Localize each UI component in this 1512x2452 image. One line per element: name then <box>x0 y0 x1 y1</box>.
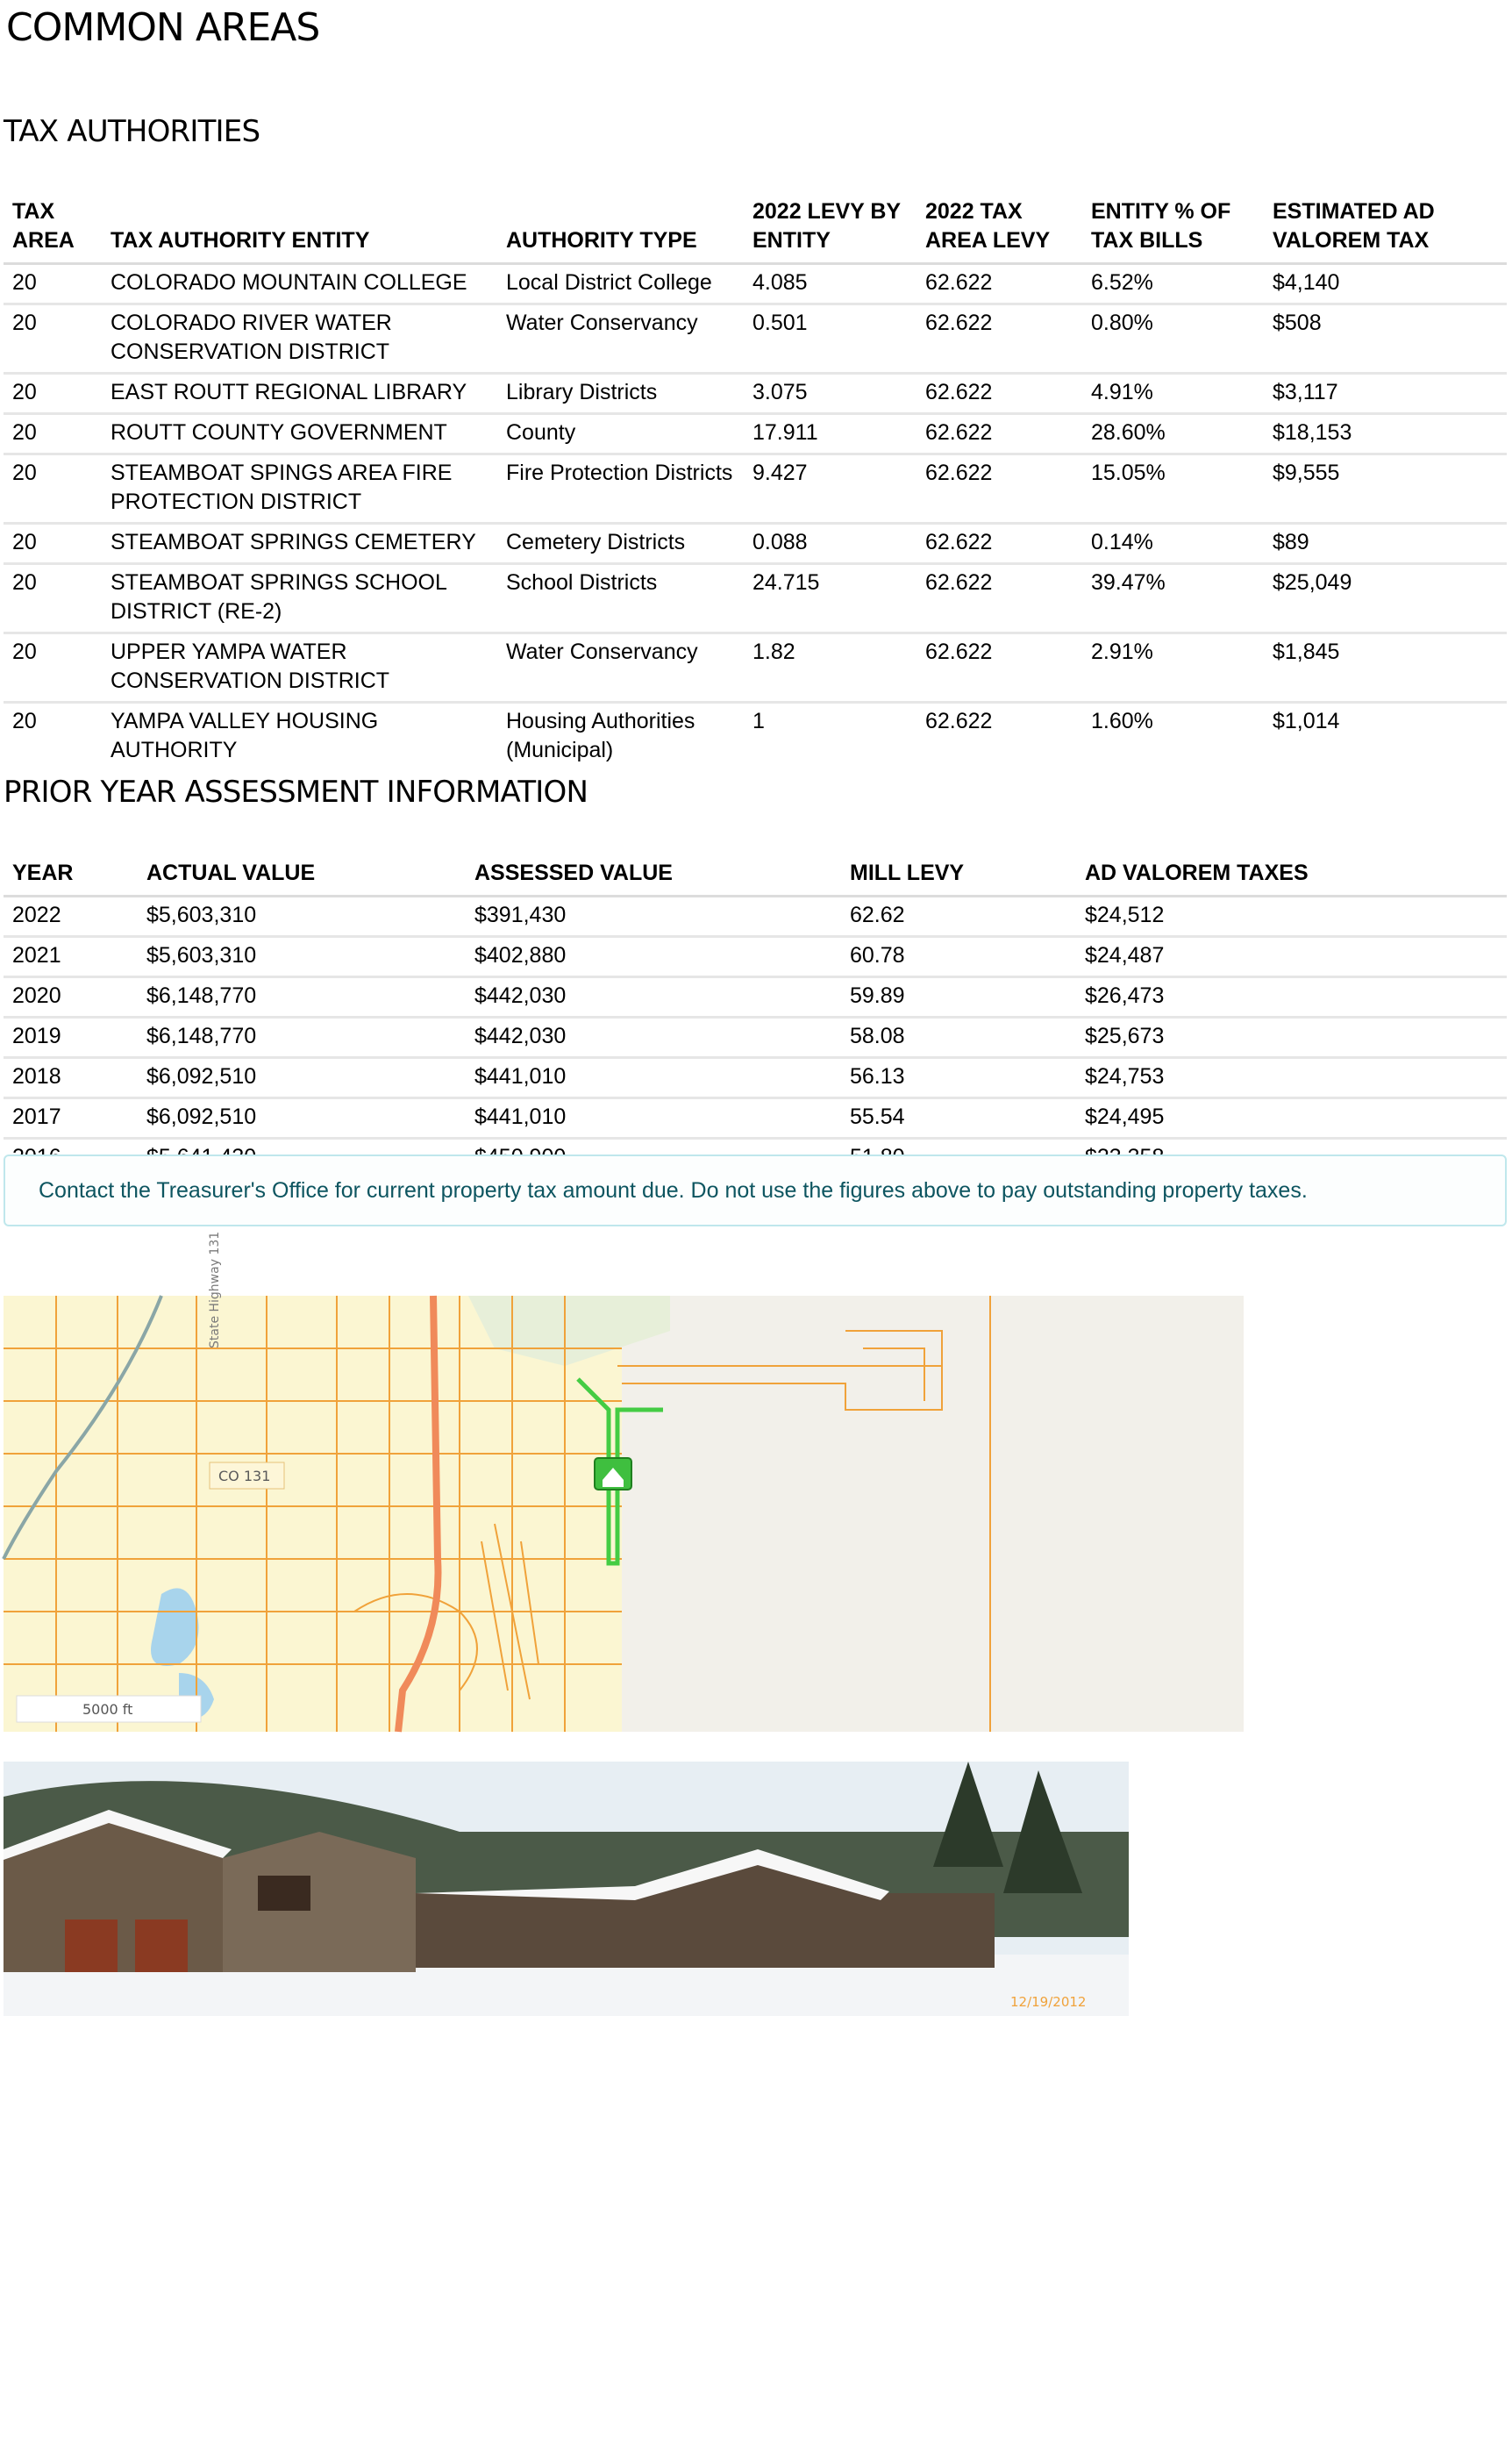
column-header-tax-area: TAX AREA <box>4 197 102 264</box>
column-header-levy-by-entity: 2022 LEVY BY ENTITY <box>744 197 916 264</box>
cell-authority-entity: YAMPA VALLEY HOUSING AUTHORITY <box>111 709 379 762</box>
cell-estimated-tax: $4,140 <box>1264 264 1507 304</box>
cell-authority-type: Fire Protection Districts <box>497 454 744 524</box>
cell-levy-by-entity: 4.085 <box>744 264 916 304</box>
cell-assessed-value: $402,880 <box>466 937 841 977</box>
cell-mill-levy: 58.08 <box>841 1018 1076 1058</box>
cell-estimated-tax: $1,845 <box>1264 633 1507 703</box>
tax-authorities-heading: TAX AUTHORITIES <box>4 114 260 149</box>
cell-estimated-tax: $508 <box>1264 304 1507 374</box>
cell-authority-entity: ROUTT COUNTY GOVERNMENT <box>102 414 497 454</box>
table-row <box>4 897 1507 937</box>
cell-estimated-tax: $9,555 <box>1264 454 1507 524</box>
cell-tax-area-levy: 62.622 <box>925 709 993 733</box>
cell-authority-entity: STEAMBOAT SPRINGS CEMETERY <box>102 524 497 564</box>
prior-year-heading: PRIOR YEAR ASSESSMENT INFORMATION <box>4 775 588 810</box>
cell-levy-by-entity: 1.82 <box>744 633 916 703</box>
table-row <box>4 633 1507 703</box>
cell-entity-percent: 15.05% <box>1082 454 1264 524</box>
column-header-mill-levy: MILL LEVY <box>841 859 1076 897</box>
column-header-authority-type: AUTHORITY TYPE <box>497 197 744 264</box>
column-header-actual-value: ACTUAL VALUE <box>138 859 466 897</box>
cell-levy-by-entity: 17.911 <box>744 414 916 454</box>
cell-entity-percent: 2.91% <box>1082 633 1264 703</box>
cell-tax-area: 20 <box>4 564 102 633</box>
cell-tax-area-levy: 62.622 <box>916 454 1082 524</box>
column-header-ad-valorem-taxes: AD VALOREM TAXES <box>1076 859 1507 897</box>
cell-authority-type: Cemetery Districts <box>497 524 744 564</box>
cell-ad-valorem-taxes: $25,673 <box>1076 1018 1507 1058</box>
cell-estimated-tax: $25,049 <box>1264 564 1507 633</box>
cell-year: 2018 <box>4 1058 138 1098</box>
column-header-year: YEAR <box>4 859 138 897</box>
cell-ad-valorem-taxes: $24,753 <box>1076 1058 1507 1098</box>
cell-entity-percent: 39.47% <box>1082 564 1264 633</box>
column-header-authority-entity: TAX AUTHORITY ENTITY <box>102 197 497 264</box>
cell-levy-by-entity: 9.427 <box>744 454 916 524</box>
cell-ad-valorem-taxes: $26,473 <box>1076 977 1507 1018</box>
cell-tax-area: 20 <box>12 709 37 733</box>
cell-authority-entity: COLORADO MOUNTAIN COLLEGE <box>102 264 497 304</box>
cell-authority-entity: UPPER YAMPA WATER CONSERVATION DISTRICT <box>102 633 497 703</box>
tax-authorities-table <box>4 197 1507 770</box>
column-header-assessed-value: ASSESSED VALUE <box>466 859 841 897</box>
cell-authority-entity: EAST ROUTT REGIONAL LIBRARY <box>102 374 497 414</box>
cell-mill-levy: 60.78 <box>841 937 1076 977</box>
cell-mill-levy: 55.54 <box>841 1098 1076 1139</box>
cell-authority-type: Housing Authorities (Municipal) <box>506 709 695 762</box>
co131-label: CO 131 <box>218 1468 271 1484</box>
cell-tax-area-levy: 62.622 <box>916 304 1082 374</box>
cell-actual-value: $6,092,510 <box>138 1098 466 1139</box>
cell-tax-area-levy: 62.622 <box>916 524 1082 564</box>
cell-tax-area: 20 <box>4 414 102 454</box>
cell-entity-percent: 4.91% <box>1082 374 1264 414</box>
cell-mill-levy: 56.13 <box>841 1058 1076 1098</box>
column-header-estimated-tax: ESTIMATED AD VALOREM TAX <box>1264 197 1507 264</box>
column-header-tax-area-levy: 2022 TAX AREA LEVY <box>916 197 1082 264</box>
cell-entity-percent: 0.80% <box>1082 304 1264 374</box>
cell-actual-value: $6,148,770 <box>138 1018 466 1058</box>
table-row <box>4 454 1507 524</box>
cell-tax-area-levy: 62.622 <box>916 564 1082 633</box>
cell-actual-value: $6,148,770 <box>138 977 466 1018</box>
cell-ad-valorem-taxes: $24,495 <box>1076 1098 1507 1139</box>
cell-assessed-value: $391,430 <box>466 897 841 937</box>
cell-entity-percent: 28.60% <box>1082 414 1264 454</box>
cell-levy-by-entity: 24.715 <box>744 564 916 633</box>
table-row <box>4 1098 1507 1139</box>
cell-authority-entity: STEAMBOAT SPINGS AREA FIRE PROTECTION DISTRICT <box>102 454 497 524</box>
cell-assessed-value: $442,030 <box>466 977 841 1018</box>
table-header-row <box>4 859 1507 897</box>
cell-assessed-value: $441,010 <box>466 1058 841 1098</box>
cell-entity-percent: 6.52% <box>1082 264 1264 304</box>
cell-mill-levy: 59.89 <box>841 977 1076 1018</box>
cell-authority-type: Water Conservancy <box>497 633 744 703</box>
cell-levy-by-entity: 3.075 <box>744 374 916 414</box>
cell-authority-type: Local District College <box>497 264 744 304</box>
cell-tax-area: 20 <box>4 524 102 564</box>
cell-year: 2022 <box>4 897 138 937</box>
cell-tax-area: 20 <box>4 454 102 524</box>
table-row <box>4 564 1507 633</box>
cell-authority-entity: COLORADO RIVER WATER CONSERVATION DISTRICT <box>102 304 497 374</box>
cell-estimated-tax: $3,117 <box>1264 374 1507 414</box>
cell-authority-entity: STEAMBOAT SPRINGS SCHOOL DISTRICT (RE-2) <box>102 564 497 633</box>
cell-assessed-value: $442,030 <box>466 1018 841 1058</box>
cell-authority-type: School Districts <box>497 564 744 633</box>
highway-label: State Highway 131 <box>208 1231 222 1348</box>
table-row <box>4 264 1507 304</box>
cell-levy-by-entity: 0.501 <box>744 304 916 374</box>
table-row <box>4 937 1507 977</box>
table-row <box>4 977 1507 1018</box>
cell-year: 2020 <box>4 977 138 1018</box>
cell-year: 2021 <box>4 937 138 977</box>
cell-tax-area-levy: 62.622 <box>916 264 1082 304</box>
cell-authority-type: County <box>497 414 744 454</box>
property-photo <box>4 1762 1129 2016</box>
cell-actual-value: $5,603,310 <box>138 897 466 937</box>
cell-entity-percent: 1.60% <box>1091 709 1153 733</box>
table-row <box>4 304 1507 374</box>
common-areas-heading: COMMON AREAS <box>6 5 320 50</box>
photo-date-stamp: 12/19/2012 <box>1010 1994 1087 2010</box>
cell-tax-area: 20 <box>4 374 102 414</box>
cell-tax-area-levy: 62.622 <box>916 374 1082 414</box>
cell-year: 2019 <box>4 1018 138 1058</box>
cell-estimated-tax: $18,153 <box>1264 414 1507 454</box>
cell-ad-valorem-taxes: $24,512 <box>1076 897 1507 937</box>
parcel-map-graphic <box>4 1231 1244 1732</box>
cell-tax-area-levy: 62.622 <box>916 633 1082 703</box>
treasurer-notice: Contact the Treasurer's Office for current property tax amount due. Do not use the figures above to pay outstanding property taxes. <box>4 1155 1507 1226</box>
table-row <box>4 703 1507 771</box>
table-row <box>4 524 1507 564</box>
table-row <box>4 1018 1507 1058</box>
column-header-entity-percent: ENTITY % OF TAX BILLS <box>1082 197 1264 264</box>
cell-mill-levy: 62.62 <box>841 897 1076 937</box>
cell-tax-area: 20 <box>4 264 102 304</box>
table-row <box>4 1058 1507 1098</box>
table-row <box>4 414 1507 454</box>
cell-levy-by-entity: 1 <box>752 709 765 733</box>
cell-actual-value: $5,603,310 <box>138 937 466 977</box>
cell-tax-area-levy: 62.622 <box>916 414 1082 454</box>
cell-estimated-tax: $1,014 <box>1273 709 1340 733</box>
cell-tax-area: 20 <box>4 304 102 374</box>
prior-year-table <box>4 859 1507 1177</box>
cell-authority-type: Water Conservancy <box>497 304 744 374</box>
parcel-map[interactable] <box>4 1231 1244 1732</box>
cell-authority-type: Library Districts <box>497 374 744 414</box>
cell-entity-percent: 0.14% <box>1082 524 1264 564</box>
scale-label: 5000 ft <box>82 1701 133 1718</box>
cell-ad-valorem-taxes: $24,487 <box>1076 937 1507 977</box>
cell-tax-area: 20 <box>4 633 102 703</box>
cell-actual-value: $6,092,510 <box>138 1058 466 1098</box>
table-header-row <box>4 197 1507 264</box>
cell-levy-by-entity: 0.088 <box>744 524 916 564</box>
cell-estimated-tax: $89 <box>1264 524 1507 564</box>
table-row <box>4 374 1507 414</box>
property-photo-graphic <box>4 1762 1129 2016</box>
cell-year: 2017 <box>4 1098 138 1139</box>
cell-assessed-value: $441,010 <box>466 1098 841 1139</box>
